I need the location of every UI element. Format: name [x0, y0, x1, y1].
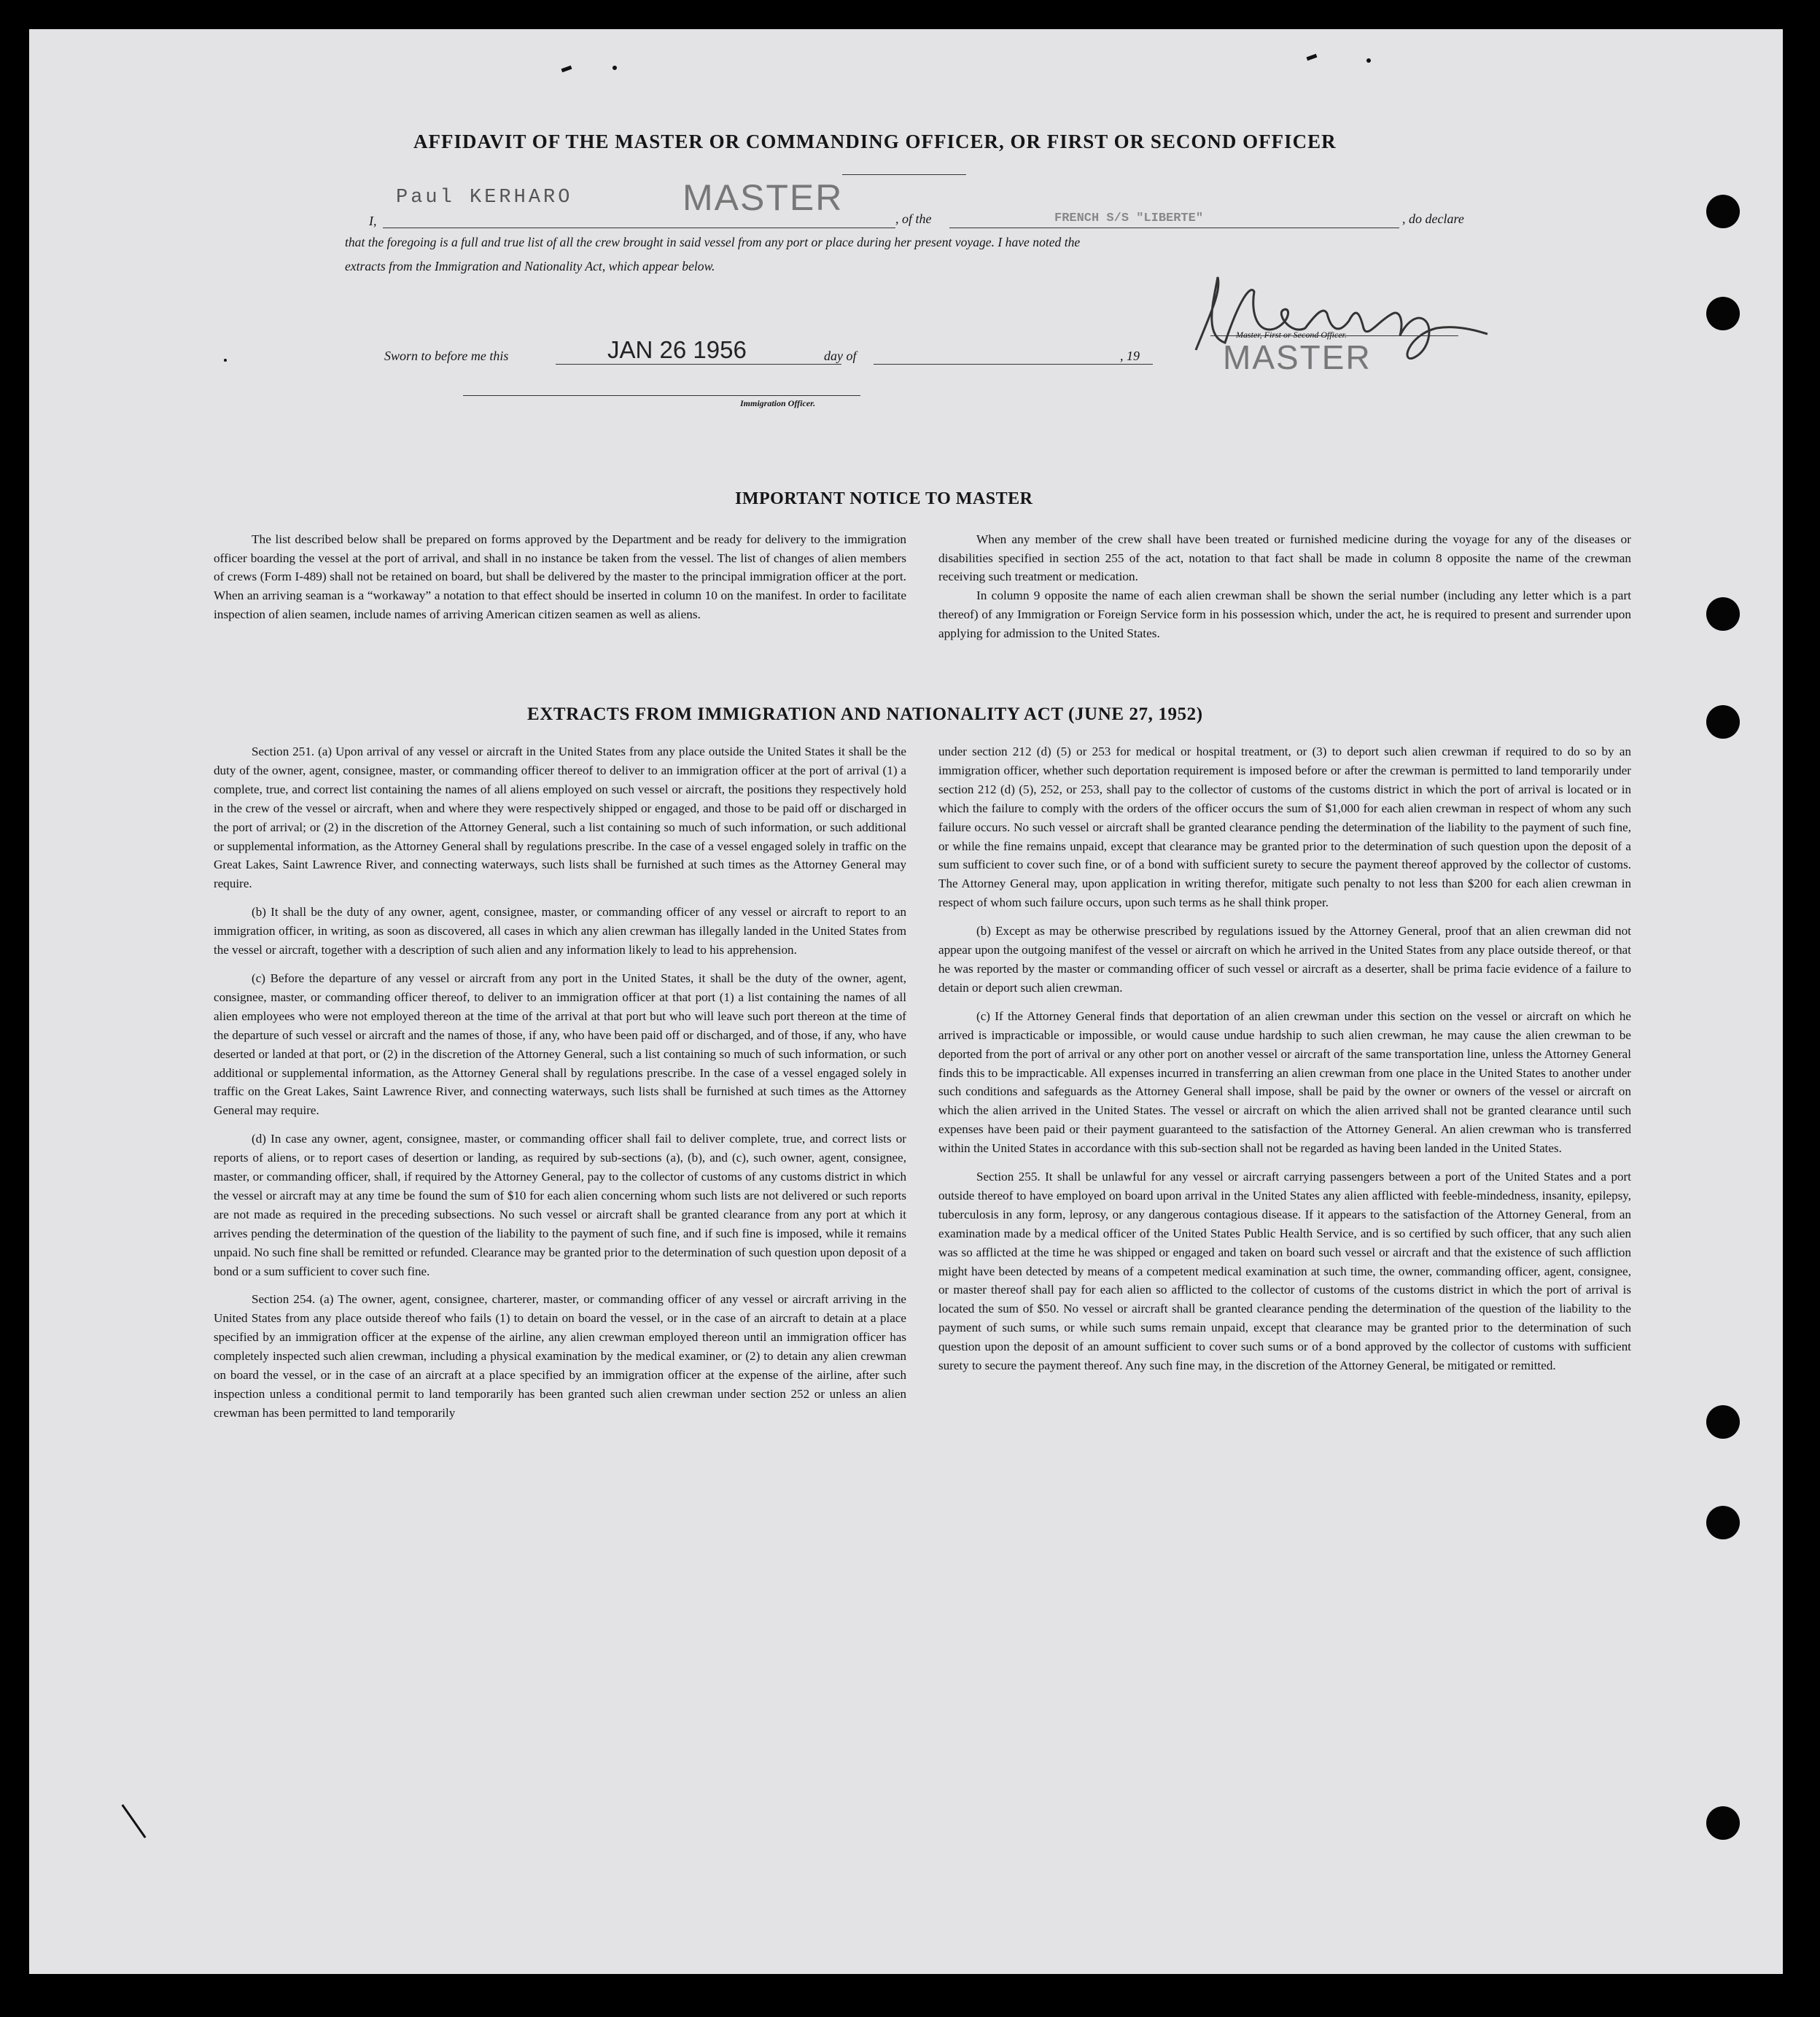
punch-hole: [1706, 1806, 1740, 1840]
extracts-title: EXTRACTS FROM IMMIGRATION AND NATIONALITY ACT (JUNE 27, 1952): [527, 704, 1203, 724]
month-line: [874, 364, 1153, 365]
act-section-paragraph: Section 255. It shall be unlawful for any vessel or aircraft carrying passengers between a port of the United States and a port outside thereof to have employed on board upon arrival in the United States any alien afflicted with feeble-mindedness, insanity, epilepsy, tuberculosis in any form, leprosy, or any dangerous contagious disease. If it appears to the satisfaction of the Attorney General, from an examination made by a medical officer of the United States Public Health Service, and is so certified by such officer, that any such alien was so afflicted at the time he was shipped or engaged and taken on board such vessel or aircraft and that the existence of such affliction might have been detected by means of a competent medical examination at such time, the owner, commanding officer, agent, consignee, or master thereof shall pay for each alien so afflicted to the collector of customs of the customs district in which the port of arrival is located the sum of $50. No vessel or aircraft shall be granted clearance pending the determination of the question of the liability to the payment of such sums, or while such sums remain unpaid, except that clearance may be granted prior to the determination of such question upon the deposit of an amount sufficient to cover such sums or of a bond approved by the collector of customs with sufficient surety to secure the payment thereof. Any such fine may, in the discretion of the Attorney General, be mitigated or remitted.: [938, 1170, 1631, 1373]
of-the-label: , of the: [895, 211, 932, 226]
scan-mark: [224, 359, 227, 362]
notice-title: IMPORTANT NOTICE TO MASTER: [735, 489, 1033, 508]
act-section-paragraph: (d) In case any owner, agent, consignee, master, or commanding officer shall fail to deliver complete, true, and correct lists or reports of aliens, or to report cases of desertion or landing, as required by sub-sections (a), (b), and (c), such owner, agent, consignee, master, or commanding officer, shall, if required by the Attorney General, pay to the collector of customs of any customs district in which the vessel or aircraft may at any time be found the sum of $10 for each alien concerning whom such lists are not delivered or such reports are not made as required in the preceding subsections. No such vessel or aircraft shall be granted clearance from any port at which it arrives pending the determination of the question of the liability to the payment of such fine, and if such fine is imposed, while it remains unpaid. No such fine shall be remitted or refunded. Clearance may be granted prior to the determination of such question upon deposit of a bond or a sum sufficient to cover such fine.: [214, 1132, 906, 1278]
punch-hole: [1706, 195, 1740, 228]
extracts-left-column: [214, 742, 906, 1423]
act-section-paragraph: Section 254. (a) The owner, agent, consignee, charterer, master, or commanding officer of any vessel or aircraft arriving in the United States from any place outside thereof who fails (1) to detain on board the vessel, or in the case of an aircraft to detain at a place specified by an immigration officer at the expense of the airline, any alien crewman employed thereon until an immigration officer has completely inspected such alien crewman, including a physical examination by the medical examiner, or (2) to detain any alien crewman on board the vessel, or in the case of an aircraft at a place specified by an immigration officer at the expense of the airline, after such inspection unless a conditional permit to land temporarily has been granted such alien crewman under section 252 or unless an alien crewman has been permitted to land temporarily: [214, 1292, 906, 1420]
notice-paragraph: In column 9 opposite the name of each alien crewman shall be shown the serial number (including any letter which is a part thereof) of any Immigration or Foreign Service form in his possession which, under the act, he is required to present and surrender upon applying for admission to the United States.: [938, 588, 1631, 640]
scan-mark: [1366, 58, 1371, 63]
punch-hole: [1706, 705, 1740, 739]
declaration-line-2: extracts from the Immigration and Nationality Act, which appear below.: [345, 259, 715, 273]
master-name: Paul KERHARO: [396, 187, 573, 209]
sworn-date-line: [556, 364, 841, 365]
signature-caption: Master, First or Second Officer.: [1236, 330, 1347, 340]
act-section-paragraph: under section 212 (d) (5) or 253 for medical or hospital treatment, or (3) to deport such alien crewman if required to do so by an immigration officer, whether such deportation requirement is imposed before or after the crewman is permitted to land temporarily under section 212 (d) (5), 252, or 253, shall pay to the collector of customs of the customs district in which the port of arrival is located or in which the failure to comply with the orders of the officer occurs the sum of $1,000 for each alien crewman in respect of whom any such failure occurs. No such vessel or aircraft shall be granted clearance pending the determination of the liability to the payment of such fine, or while the fine remains unpaid, except that clearance may be granted prior to the determination of such question upon the deposit of a sum sufficient to cover such fine, or of a bond with sufficient surety to secure the payment thereof approved by the collector of customs. The Attorney General may, upon application in writing therefor, mitigate such penalty to not less than $200 for each alien crewman in respect of whom such failure occurs, upon such terms as he shall think proper.: [938, 745, 1631, 910]
officer-line: [463, 395, 860, 396]
extracts-right-column: [938, 742, 1631, 1375]
vessel-name: FRENCH S/S "LIBERTE": [1054, 211, 1204, 225]
affidavit-i-label: I,: [369, 214, 377, 228]
scan-mark: [612, 66, 617, 70]
declaration-line-1: that the foregoing is a full and true list of all the crew brought in said vessel from any port or place during her present voyage. I have noted the: [345, 235, 1081, 249]
notice-right-column: [938, 530, 1631, 642]
affidavit-title: AFFIDAVIT OF THE MASTER OR COMMANDING OFFICER, OR FIRST OR SECOND OFFICER: [413, 131, 1337, 152]
punch-hole: [1706, 1506, 1740, 1539]
title-rule: [842, 174, 966, 175]
act-section-paragraph: (c) Before the departure of any vessel or aircraft from any port in the United States, it shall be the duty of the owner, agent, consignee, master, or commanding officer thereof, to deliver to an immigration officer at that port (1) a list containing the names of all alien employees who were not employed thereon at the time of the arrival at that port but who will leave such port thereon at the time of the departure of such vessel or aircraft and the names of those, if any, who have been paid off or discharged, and of those, if any, who have deserted or landed at that port, or (2) in the discretion of the Attorney General, such a list containing so much of such information, or such additional or supplemental information, as the Attorney General shall by regulations prescribe. In the case of a vessel engaged solely in traffic on the Great Lakes, Saint Lawrence River, and connecting waterways, such lists shall be furnished at such times as the Attorney General may require.: [214, 971, 906, 1118]
sworn-date: JAN 26 1956: [607, 336, 747, 363]
punch-hole: [1706, 597, 1740, 631]
punch-hole: [1706, 297, 1740, 330]
act-section-paragraph: Section 251. (a) Upon arrival of any vessel or aircraft in the United States from any place outside the United States it shall be the duty of the owner, agent, consignee, master, or commanding officer thereof to deliver to an immigration officer at the port of arrival (1) a complete, true, and correct list containing the names of all aliens employed on such vessel or aircraft, the positions they respectively hold in the crew of the vessel or aircraft, when and where they were respectively shipped or engaged, and those to be paid off or discharged in the port of arrival; or (2) in the discretion of the Attorney General, such a list containing so much of such information, or such additional or supplemental information, as the Attorney General shall by regulations prescribe. In the case of a vessel engaged solely in traffic on the Great Lakes, Saint Lawrence River, and connecting waterways, such lists shall be furnished at such times as the Attorney General may require.: [214, 745, 906, 891]
year-prefix: , 19: [1120, 349, 1140, 363]
act-section-paragraph: (b) Except as may be otherwise prescribed by regulations issued by the Attorney General, proof that an alien crewman did not appear upon the outgoing manifest of the vessel or aircraft on which he arrived in the United States from any place outside thereof, or that he was reported by the master or commanding officer of such vessel or aircraft as a deserter, shall be prima facie evidence of a failure to detain or deport such alien crewman.: [938, 924, 1631, 995]
notice-left-column: [214, 530, 906, 624]
notice-paragraph: The list described below shall be prepared on forms approved by the Department and be ready for delivery to the immigration officer boarding the vessel at the port of arrival, and shall in no instance be taken from the vessel. The list of changes of alien members of crews (Form I-489) shall not be retained on board, but shall be delivered by the master to the principal immigration officer at the port. When an arriving seaman is a “workaway” a notation to that effect should be inserted in column 10 on the manifest. In order to facilitate inspection of alien seamen, include names of arriving American citizen seamen as well as aliens.: [214, 532, 906, 621]
master-rank-stamp: MASTER: [682, 177, 844, 218]
document-page: [29, 29, 1783, 1974]
scan-mark: [121, 1804, 146, 1838]
punch-hole: [1706, 1405, 1740, 1439]
do-declare-label: , do declare: [1402, 211, 1464, 226]
act-section-paragraph: (c) If the Attorney General finds that deportation of an alien crewman under this section on the vessel or aircraft on which he arrived is impracticable or impossible, or would cause undue hardship to such alien crewman, he may cause the alien crewman to be deported from the port of arrival or any other port on another vessel or aircraft of the same transportation line, unless the Attorney General finds this to be impracticable. All expenses incurred in transferring an alien crewman from one place in the United States to another under such conditions and safeguards as the Attorney General shall impose, shall be paid by the owner or owners of the vessel or aircraft on which the alien arrived in the United States. The vessel or aircraft on which the alien arrived shall not be granted clearance until such expenses have been paid or their payment guaranteed to the satisfaction of the Attorney General. An alien crewman who is transferred within the United States in accordance with this sub-section shall not be regarded as having been landed in the United States.: [938, 1008, 1631, 1156]
officer-caption: Immigration Officer.: [740, 398, 816, 408]
scan-mark: [561, 66, 572, 72]
act-section-paragraph: (b) It shall be the duty of any owner, agent, consignee, master, or commanding officer of any vessel or aircraft to report to an immigration officer, in writing, as soon as discovered, all cases in which any alien crewman has illegally landed in the United States from the vessel or aircraft, together with a description of such alien and any information likely to lead to his apprehension.: [214, 905, 906, 957]
scan-mark: [1307, 54, 1318, 61]
notice-paragraph: When any member of the crew shall have been treated or furnished medicine during the voyage for any of the diseases or disabilities specified in section 255 of the act, notation to that fact shall be made in column 8 opposite the name of the crewman receiving such treatment or medication.: [938, 532, 1631, 584]
sworn-label: Sworn to before me this: [384, 349, 509, 363]
day-of-label: day of: [824, 349, 857, 363]
signature-rank-stamp: MASTER: [1223, 338, 1372, 376]
